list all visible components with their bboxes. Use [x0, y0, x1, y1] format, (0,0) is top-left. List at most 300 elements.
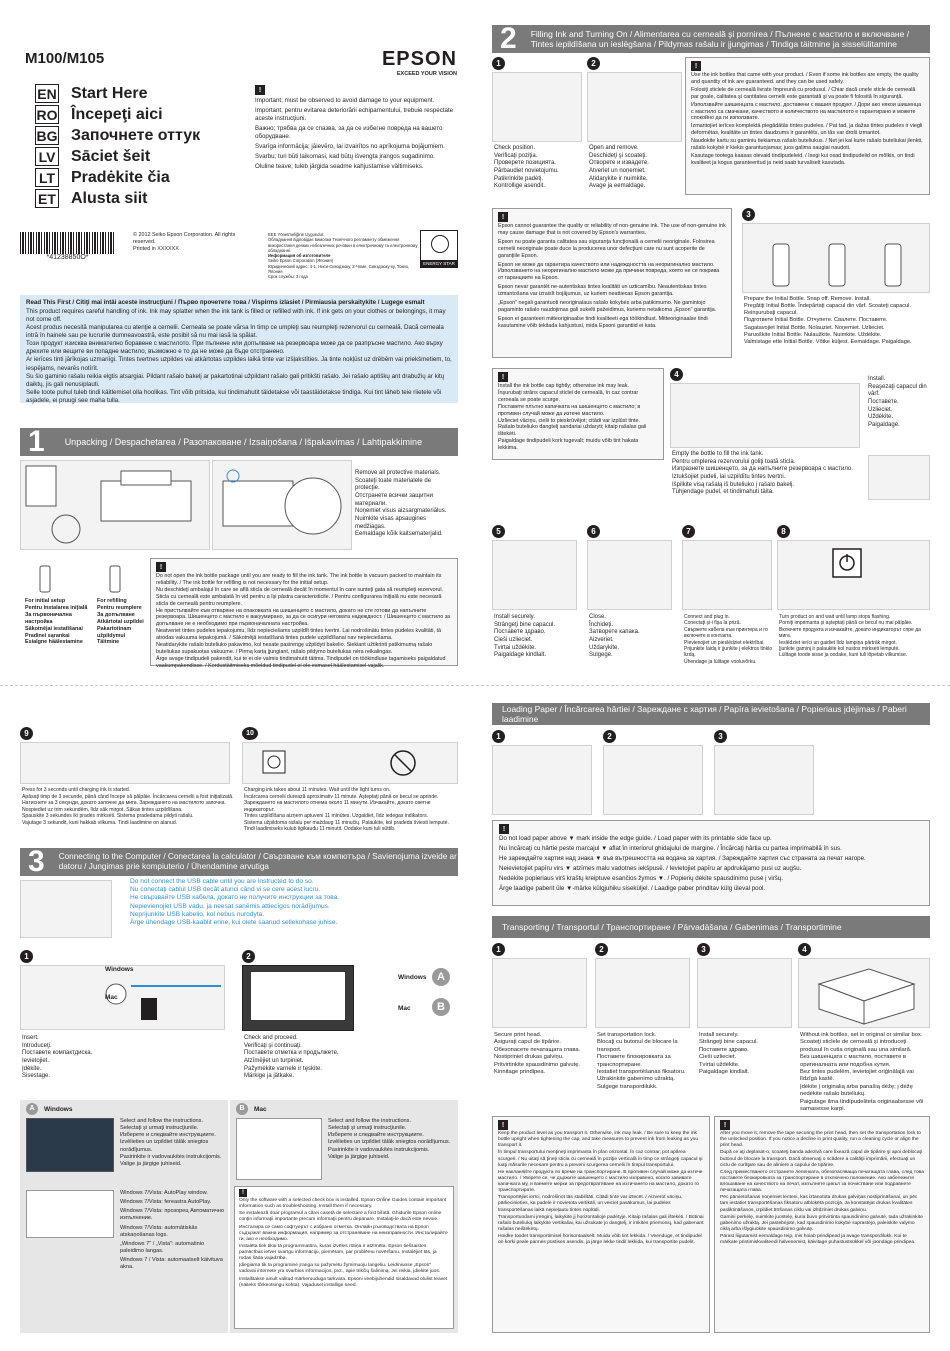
refill-line: For refilling [97, 598, 127, 604]
epson-tagline: EXCEED YOUR VISION [396, 71, 457, 77]
autoplay-screenshot [26, 1190, 114, 1238]
step-line: Insert. [22, 1035, 39, 1041]
note-line: „Epson" negali garantuoti neoriginalaus rašalo kokybės arba patikimumo. Ne gamintojo pagaminto rašalo naudojimas gali sukelti pažeidimus, kuriems netaikoma „Epson" garantija. [498, 300, 717, 313]
step-line: Open and remove. [589, 145, 639, 151]
check-position-illustration [492, 72, 582, 142]
step-line: Tvirtai uždėkite. [494, 644, 537, 651]
note-line: Neatidarykite rašalo buteliuko pakavimo, kol nesate pasirengę užpildyti bakelio. Siekiant užtikrinti patikimumą rašalo buteliukas supakuotas vakuume. / Pirmą kartą įjungiant, rašalo pildymo buteliukas nėra reikalingas. [156, 642, 433, 655]
initial-line: За първоначална настройка [25, 611, 72, 625]
follow-line: Select and follow the instructions. [120, 1118, 204, 1124]
check-proceed-text [244, 1035, 384, 1081]
important-line: Svarbu; turi būti laikomasi, kad būtų išvengta įrangos sugadinimo. [255, 153, 435, 161]
initial-line: Pentru instalarea iniţială [25, 604, 88, 611]
usb-line: Neprijunkite USB kabelio, kol nebus nurodyta. [130, 910, 265, 918]
charging-ink-text [244, 787, 460, 833]
bottle-squeeze-illustration [868, 455, 930, 500]
model-label: M100/M105 [25, 50, 105, 67]
mac-note-line: Installitakse ainult valitud märkeruuduga tarkvara. Epsoni veebijuhendid sisaldavad olulist teavet (näiteks tõrkeotsingu kohta). Vajadusel installige need. [239, 1276, 448, 1288]
lang-row-et [35, 188, 235, 209]
step-line: Turn product on and wait until lamp stops flashing. [779, 614, 891, 620]
step-line: Atidarykite ir nuimkite. [589, 175, 648, 182]
section-2-header [492, 22, 930, 55]
step-badge: 4 [798, 943, 811, 956]
step-line: Изпразнете шишенцето, за да напълните резервоара с мастило. [672, 466, 853, 473]
read-first-line: This product requires careful handling of ink. Ink may splatter when the ink tank is filled or refilled with ink. If ink gets on your clothes or belongings, it may not come off. [26, 308, 446, 324]
step-line: Įjunkite gaminį ir palaukite kol nustos mirksėti lemputė. [779, 645, 900, 652]
step-line: Vajutage 3 sekundit, kuni hakkab vilkuma. Tindi laadimine on alanud. [22, 819, 178, 826]
lang-title: Alusta siit [71, 189, 148, 207]
step-badge: 7 [682, 525, 695, 538]
step-line: Kontrollige asendit. [494, 183, 546, 190]
step-line: Uzlieciet. [868, 406, 893, 413]
note-line: Nu deschideţi ambalajul în care se află sticla de cerneală decât în momentul în care sunteţi gata să reumpleţi rezervorul. Sticla cu cerneală este ambalată în vid pentru a îşi păstra caracteristicile. / Pentru configurarea iniţială nu este necesară sticla de cerneală pentru reumplere. [156, 586, 444, 607]
lang-title: Sāciet šeit [71, 147, 151, 165]
step-badge: 6 [587, 525, 600, 538]
step-line: Pregătiţi Initial Bottle. Îndepărtaţi capacul din vârf. Scoateţi capacul. Reinşurubaţi capacul. [744, 303, 911, 317]
paper-note-line: Nu încărcaţi cu hârtie peste marcajul ▼ aflat în interiorul ghidajului de margine. / Încărcaţi hârtia cu partea imprimabilă în sus. [499, 845, 842, 853]
language-titles [35, 83, 235, 209]
windows-panel [20, 1100, 228, 1333]
paper-step2-illustration [603, 745, 703, 815]
note-line: Înşurubaţi strâns capacul sticlei de cerneală, în caz contrar cerneala se poate scurge. [498, 389, 639, 403]
open-remove-illustration [587, 72, 682, 142]
step-line: Ühendage ja lülitage vooluvõrku. [684, 658, 757, 665]
press-button-text [22, 787, 237, 826]
autoplay-line: Windows 7/Vista: fereastra AutoPlay. [120, 1199, 212, 1206]
transport-note-line: Не накланяйте продукта по време на транспортиране. В противен случай може да изтече мастило. / Уверете се, че държите шишенцето с мастило изправено, когато завивате капачката му, и вземете мерки за предотвратяване на изтичането на мастило, докато го транспортирате. [498, 1169, 703, 1194]
usb-line: Nepievienojiet USB vadu, ja neesat saņēmis attiecīgos norādījumus. [130, 902, 330, 910]
transport-note-line: Gamini perkėlę, nuimkite juostelę, kuria buvo pritvirtinta spausdinimo galvutė, tada užrakinkite gabenimo užraktą. Jei pastebėjote, kad spausdinimo kokybė suprastėjo, paleiskite valymo ciklą arba išlygiuokite spausdinimo galvutę. [720, 1214, 923, 1232]
step-line: Scoateţi sticlele de cerneală şi introduceţi produsul în cutia originală sau una similară. [800, 1039, 912, 1053]
step-line: Atzīmējiet un turpiniet. [244, 1058, 304, 1065]
initial-bottle-illustration [742, 223, 930, 293]
important-legend [255, 85, 455, 172]
connect-power-illustration [682, 540, 772, 610]
transport-step3-illustration [697, 958, 792, 1028]
initial-line: Sākotnējai iestatīšanai [25, 625, 83, 632]
step-line: Поставете компактдиска. [22, 1050, 93, 1057]
empty-bottle-text [672, 451, 872, 497]
follow-line: Изберете и следвайте инструкциите. [328, 1132, 424, 1139]
read-first-line: Този продукт изисква внимателно боравене с мастилото. При пълнене или допълване на резервоара може да се разпръсне мастило. Ако върху дрехите или вещите ви попадне мастило, възможно е то да не може да бъде отстранено. [26, 340, 443, 356]
step-line: Užrakinkite gabenimo užraktą. [597, 1076, 675, 1083]
step-line: Close. [589, 614, 607, 620]
install-cap-text [868, 376, 930, 430]
section-1-title: Unpacking / Despachetarea / Разопаковане / Izsaiņošana / Išpakavimas / Lahtipakkimine [64, 437, 423, 447]
usb-line: Ärge ühendage USB-kaablit enne, kui olete saanud sellekohase juhise. [130, 919, 338, 927]
windows-label-2: Windows [398, 974, 427, 981]
paper-note-line: Ärge laadige paberit üle ▼-märke külgjuhiku siseküljel. / Laadige paber prinditav külg üleval pool. [499, 885, 766, 893]
autoplay-line: Windows 7 / Vista: automaatselt käivituva akna. [120, 1257, 223, 1271]
step-line: Pentru umplerea rezervorului goliţi toată sticla. [672, 458, 796, 465]
step-line: Подгответе Initial Bottle. Отчупете. Свалете. Поставете. [744, 317, 888, 324]
step-line: Porniţi imprimanta şi aşteptaţi până ce becul nu mai pâlpăie. [779, 620, 913, 627]
follow-line: Select and follow the instructions. [328, 1118, 412, 1124]
section-3-header [20, 845, 458, 878]
step-line: Nostipriniet drukas galviņu. [494, 1054, 564, 1061]
loading-paper-note [492, 820, 930, 906]
note-line: Rašalo buteliuko dangtelį sandariai uždaryti; kitaip rašalas gali ištekėti. [498, 424, 647, 438]
copyright-line: Printed in XXXXXX [133, 245, 179, 252]
lang-code: BG [36, 127, 58, 144]
follow-line: Pasirinkite ir vadovaukitės instrukcijomis. [328, 1146, 430, 1153]
step-badge: 3 [714, 730, 727, 743]
transporting-header [492, 916, 930, 938]
note-line: Ärge avage tindipudeli pakendit, kui te ei ole valmis tindimahutit täitma. Tindipudel on töökindluse tagamiseks paigaldatud vaakumpakendisse. / Kordustäitmiseks mõeldud tindipudel ei ole esmasel häälestamisel vajalik. [156, 655, 446, 669]
remove-line: Scoateţi toate materialele de protecţie. [355, 477, 432, 492]
note-line: Kasutage tootega kaasas olevaid tindipudeleid. / Isegi kui osad tindipudelid on mõlkis, on tindi kvaliteet ja kogus garanteeritud ja neid saab turvaliselt kasutada. [691, 152, 915, 166]
install-securely-illustration [492, 540, 577, 610]
mac-note-line: Instalēta tiek tikai tā programmatūra, kuras izvēles rūtiņa ir atzīmēta. Epson tiešsaistes pamācības ietver svarīgu informāciju, piemēram, par problēmu novēršanu. Instalējiet tās, ja rodas šāda vajadzība. [239, 1243, 437, 1262]
initial-bottle-text [744, 296, 932, 346]
step-badge: 1 [492, 730, 505, 743]
eee-line: Информация об изготовителе [268, 253, 331, 258]
option-b-badge: B [432, 998, 450, 1016]
step-line: Without ink bottles, set in original or similar box. [800, 1032, 923, 1038]
insert-cd-illustration [20, 965, 225, 1030]
note-line: Neatveriet tintes pudeles iepakojumu, līdz nepieciešams uzpildīt tintes tvertni. Lai nodrošinātu tintes pudeles kvalitāti, tā atrodas vakuuma iepakojumā. / Sākotnējā iestatīšanā tintes pudele uzpildīšanai nav nepieciešama. [156, 628, 441, 642]
step-line: Install securely. [494, 614, 535, 620]
important-icon: ! [156, 562, 166, 572]
step-line: Sulgege transpordilukk. [597, 1083, 658, 1090]
step-line: Отворете и извадете. [589, 160, 649, 167]
step-line: Cieši uzlieciet. [699, 1054, 737, 1061]
step-badge: 8 [777, 525, 790, 538]
mac-panel-title: Mac [254, 1105, 267, 1113]
step-line: Tvirtai uždėkite. [699, 1061, 740, 1068]
eee-line: Юридический адрес: 4-1, Ниси-Синздзюку, 2-Чоме, Синздзюку-ку, Токио, Япония [268, 263, 410, 274]
mac-note-box [234, 1186, 454, 1329]
step-line: Поставете здраво. [699, 1046, 749, 1053]
step-badge: 5 [492, 525, 505, 538]
connect-power-text [684, 614, 776, 665]
mac-b-badge: B [236, 1103, 248, 1115]
eee-line: EEE Yönetmeliğine Uygundur. [268, 232, 325, 237]
refill-line: За допълване [97, 611, 135, 618]
important-line: Svarīga informācija; jāievēro, lai izvairītos no aprīkojuma bojājumiem. [255, 143, 445, 151]
step-line: Check and proceed. [244, 1035, 298, 1041]
box-icon [799, 959, 931, 1029]
paper-note-line: Neievietojiet papīru virs ▼ atzīmes malu vadotnes iekšpusē. / Ievietojiet papīru ar apdrukājamo pusi uz augšu. [499, 865, 802, 873]
section-2-number: 2 [500, 22, 517, 55]
remove-line: Eemaldage kõik kaitsematerjalid. [355, 531, 443, 538]
step-line: Apăsaţi timp de 3 secunde, până când începe să pâlpâie. Încărcarea cernelii a fost iniţializată. [22, 793, 234, 800]
transport-note-line: Hoidke toodet transportimisel horisontaalselt. Muidu võib tint lekkida. / Veenduge, et tindipudel on korki peale pannes püstises asendis, ja järge lekke tindil lekkida, kui transportite pudelit. [498, 1234, 702, 1246]
step-line: Включете продукта и изчакайте, докато индикаторът спре да мига. [779, 626, 921, 640]
fold-line [0, 675, 950, 699]
transport-note-line: Transportuodami įrenginį, laikykite jį horizontalioje padėtyje. Kitaip rašalas gali ištekėti. / Būtinai rašalo buteliuką laikykite vertikaliai, kai užsukate jo dangtelį, ir imkitės priemonių, kad gabenant rašalas neištekėtų. [498, 1214, 704, 1232]
important-icon: ! [239, 1189, 247, 1197]
step-line: Închideţi. [589, 621, 614, 628]
follow-line: Izvēlieties un izpildiet tālāk sniegtos norādījumus. [120, 1139, 209, 1153]
read-first-line: Acest produs necesită manipularea cu atenţie a cernelii. Cerneala se poate vărsa în timp ce umpleţi sau reumpleţi rezervorul cu cerneală. Dacă cerneala intră în hainele sau pe lucrurile dumneavoastră, este posibil să nu mai iasă la spălat. [26, 324, 444, 340]
energy-star-icon [431, 235, 449, 253]
step-line: Strângeţi bine capacul. [494, 621, 556, 628]
note-line: Naudokite kartu su gaminiu tiekiamus rašalo buteliukus. / Net jei kai kurie rašalo buteliukai įlenkti, rašalo kokybė ir kiekis garantuojamas; juos galima saugiai naudoti. [691, 138, 923, 152]
charging-ink-illustration [242, 742, 458, 784]
mac-note-line: Only the software with a selected check box is installed. Epson Online Guides contain important information such as troubleshooting. Install them if necessary. [239, 1198, 447, 1210]
windows-installer-screenshot [26, 1118, 114, 1172]
windows-panel-header [20, 1100, 228, 1118]
step-line: Sistema užpildoma rašalu per maždaug 11 minučių. Palaukite, kol pradeda šviesti lemputė. [244, 819, 449, 826]
step-line: Įdėkite. [22, 1065, 42, 1072]
close-cover-illustration [587, 540, 672, 610]
step-line: Зареждането на мастилото отнема около 11 минути. Изчакайте, докато светне индикаторът. [244, 800, 431, 813]
step-line: Затворете капака. [589, 629, 640, 636]
lang-row-en [35, 83, 235, 104]
read-first-line: Su šio gaminio rašalu reikia elgtis atsargiai. Pildant rašalo bakelį ar pakartotinai užpildant rašalo gali pritikšti rašalo. Jei rašalo aptiškų ant drabužių ar kitų daiktų, jis gali nenusiplauti. [26, 372, 445, 388]
energy-star-text: ENERGY STAR [421, 260, 457, 267]
transport-step1-text [494, 1032, 589, 1076]
read-first-line: Ar ierīces tinti jārīkojas uzmanīgi. Tintes tvertnes uzpildes vai atkārtotas uzpildes laikā tinte var izšļakstīties. Ja tinte nokļūst uz drēbēm vai priekšmetiem, to, iespējams, nevarēs notīrīt. [26, 356, 452, 372]
refill-line: Pentru reumplere [97, 604, 142, 611]
note-line: Epson nevar garantēt ne-autentiskas tintes kvalitāti un uzticamību. Neautentiskas tintes izmantošana var izraisīt bojājumus, uz kuriem neattiecas Epson garantija. [498, 284, 707, 298]
lang-code: LV [35, 147, 59, 166]
step-line: Atveriet un noņemiet. [589, 168, 646, 175]
eee-line: Срок службы: 3 года [268, 274, 308, 279]
step-badge: 2 [587, 57, 600, 70]
step-badge: 4 [670, 368, 683, 381]
step-line: Pažymėkite varnele ir tęskite. [244, 1065, 323, 1072]
transport-step2-text [597, 1032, 692, 1091]
remove-line: Отстранете всички защитни материали. [355, 493, 433, 507]
step-badge: 1 [20, 950, 33, 963]
follow-line: Изберете и следвайте инструкциите. [120, 1132, 216, 1139]
mac-note-line: Se instalează doar programul a cărei casetă de selectare a fost bifată. Ghidurile Epson online conţin informaţii importante precum informaţii pentru depanare. Instalaţi-le dacă este nevoie. [239, 1211, 442, 1223]
install-securely-text [494, 614, 579, 660]
refill-line: Pakartotinam užpildymui [97, 625, 132, 639]
eee-line: Обладнання відповідає вимогам Технічного регламенту обмеження використання деяких небезпечних речовин в електричному та електронному обладнанні. [268, 237, 418, 253]
step-line: Secure print head. [494, 1032, 542, 1038]
lang-code: LT [35, 168, 59, 187]
step-line: Sagatavojiet Initial Bottle. Nolauziet. Noņemiet. Uzlieciet. [744, 324, 885, 331]
power-on-text [779, 614, 932, 659]
step-line: Проверете позицията. [494, 160, 556, 167]
note-line: Use the ink bottles that came with your product. / Even if some ink bottles are empty, the quality and quantity of ink are guaranteed. and they can be used safely. [691, 72, 919, 85]
power-button-icon [778, 541, 931, 611]
barcode-number: *41238850O* [46, 254, 89, 261]
transport-level-note [492, 1116, 710, 1333]
step-line: Märkige ja jätkake. [244, 1073, 295, 1080]
loading-paper-header [492, 703, 930, 725]
step-line: Без шишенцата с мастило, поставете в оригиналната или подобна кутия. [800, 1054, 907, 1068]
note-line: Do not open the ink bottle package until you are ready to fill the ink tank. The ink bottle is vacuum packed to maintain its reliability. / The ink bottle for refilling is not necessary for the initial setup. [156, 573, 442, 586]
mac-note-line: Инсталира се само софтуерът с избрано отметка. Онлайн ръководствата на Epson съдържат важна информация, например за отстраняване на неизправности. Инсталирайте ги, ако е необходимо. [239, 1224, 448, 1242]
step-badge: 3 [742, 208, 755, 221]
step-line: Поставете. [868, 399, 899, 406]
lang-title: Започнете оттук [71, 126, 201, 144]
step-badge: 10 [242, 727, 258, 740]
mac-follow-text [328, 1118, 453, 1161]
refill-line: Täitmine [97, 639, 120, 646]
step-line: Iestatiet transportēšanas fiksatoru. [597, 1069, 686, 1076]
important-icon: ! [720, 1120, 730, 1130]
note-line: Uzlieciet vāciņu, cieši to pieskrūvējot; citādi var izplūst tinte. [498, 417, 641, 424]
mac-panel-header [230, 1100, 458, 1118]
remove-line: Nuimkite visas apsaugines medžiagas. [355, 516, 427, 530]
transport-after-note [714, 1116, 930, 1333]
insert-text [22, 1035, 142, 1081]
important-icon: ! [691, 61, 701, 71]
remove-line: Remove all protective materials. [355, 470, 441, 476]
printer-open-icon [213, 461, 353, 551]
note-line: Epson nu poate garanta calitatea sau siguranţa funcţională a cernelii neoriginale. Folosirea cernelii neoriginale poate duce la producerea unor defecţiuni care nu sunt acoperite de garanţiile Epson. [498, 238, 715, 259]
mac-label-1: Mac [105, 994, 118, 1001]
step-line: Nospiediet uz trim sekundēm, līdz sāk mirgot. Sākas tintes uzpildīšana. [22, 806, 183, 813]
follow-line: Selectaţi şi urmaţi instrucţiunile. [120, 1125, 199, 1132]
step-line: Свържете кабела към принтера и го включете в контакта. [684, 626, 768, 640]
follow-line: Valige ja järgige juhiseid. [328, 1153, 390, 1160]
lang-row-bg [35, 125, 235, 146]
important-line: Important; must be observed to avoid damage to your equipment. [255, 97, 435, 104]
usb-line: Nu conectaţi cablul USB decât atunci când vi se cere acest lucru. [130, 886, 321, 894]
step-line: Lülitage toode sisse ja oodake, kuni tuli lõpetab vilkumise. [779, 652, 908, 659]
note-line: Използвайте шишенцата с мастило, доставени с вашия продукт. / Дори ако някои шишенца с мастило са смачкани, качеството и количеството на мастилото е гарантирано и можете спокойно да ги използвате. [691, 101, 922, 122]
step-badge: 2 [595, 943, 608, 956]
step-line: Strângeţi bine capacul. [699, 1039, 758, 1046]
step-line: Install. [868, 376, 886, 382]
step-line: Paigaldage kindlalt. [494, 652, 547, 659]
step-badge: 1 [492, 57, 505, 70]
transport-note-line: Pēc pārvietošanas noņemiet lenteni, kas iztanotota drukas galviņas nostiprināšanai, un pēc tam iestatiet transportēšanas fiksatoru atbloķētā pozīcijā. Ja konstatējat drukas kvalitātes pasliktināšanos, izpildiet tīrīšanas ciklu vai izlīdziniet drukas galviņu. [720, 1195, 918, 1213]
step-line: Paigaldage kindlalt. [699, 1069, 750, 1076]
step-line: Prijunkite laidą ir įjunkite į elektros tinklo lizdą. [684, 645, 773, 659]
transport-step1-illustration [492, 958, 587, 1028]
step-line: Blocaţi cu butonul de blocare la transport. [597, 1039, 678, 1053]
step-line: Prepare the Initial Bottle. Snap off. Remove. Install. [744, 296, 871, 302]
barcode [20, 232, 115, 261]
eee-line: Seiko Epson Corporation (Япония) [268, 258, 334, 264]
power-on-illustration [777, 540, 930, 610]
autoplay-line: Windows 7/Vista: прозорец Автоматично изпълнение. [120, 1208, 224, 1222]
fill-tank-illustration [670, 383, 860, 448]
important-line: Important; pentru evitarea deteriorării echipamentului, trebuie respectate aceste instrucţiuni. [255, 107, 454, 123]
follow-line: Valige ja järgige juhiseid. [120, 1160, 182, 1167]
mac-note-line: Įdiegiama tik ta programinė įranga su pažymėtu žymimuoju langeliu. Leidiniuose „Epson" vadovai internete yra svarbios informacijos, pvz., apie trikčių šalinimą. Jei reikia, įdiekite juos. [239, 1263, 441, 1275]
step-line: Introduceţi. [22, 1042, 52, 1049]
transport-note-line: След преместването отстранете лепенката, обезопасяваща печатащата глава, след това поставете блокировката за транспортиране в отключено положение. Ако забележите влошаване на качеството на печат, изпълнете цикъл за почистване или подравнете печатащата глава. [720, 1169, 924, 1194]
option-a-badge: A [432, 968, 450, 986]
windows-a-badge: A [26, 1103, 38, 1115]
step-line: Empty the bottle to fill the ink tank. [672, 451, 764, 457]
step-line: Pārbaudiet novietojumu. [494, 168, 559, 175]
step-line: Iztukšojiet pudeli, lai uzpildītu tintes tvertni. [672, 474, 786, 481]
step-line: Deschideţi şi scoateţi. [589, 152, 648, 159]
step-badge: 1 [492, 943, 505, 956]
transport-step4-illustration [798, 958, 930, 1028]
lang-code: RO [36, 106, 58, 123]
barcode-bars [20, 232, 115, 254]
important-icon: ! [498, 212, 508, 222]
copyright [133, 232, 258, 253]
initial-line: Pradinei sąrankai [25, 632, 70, 639]
refill-line: Atkārtotai uzpildei [97, 618, 144, 625]
step-line: Asiguraţi capul de tipărire. [494, 1039, 562, 1046]
read-first-title: Read This First / Citiţi mai întâi aceste instrucţiuni / Първо прочетете това / Vispirms izlasiet / Pirmiausia perskaitykite / Lugege esmalt [26, 299, 425, 306]
step-line: Cieši uzlieciet. [494, 637, 533, 644]
follow-line: Selectaţi şi urmaţi instrucţiunile. [328, 1125, 407, 1132]
note-line: Install the ink bottle cap tightly; otherwise ink may leak. [498, 383, 629, 389]
energy-star-logo [420, 230, 458, 268]
bottle-cap-note [492, 368, 664, 460]
read-first-box [20, 295, 458, 403]
step-line: Tindi laadimiseks kulub ligikaudu 11 minutit. Oodake kuni tuli süttib. [244, 826, 396, 833]
usb-line: Не свързвайте USB кабела, докато не получите инструкции за това. [130, 894, 340, 902]
remove-materials-illustration [212, 460, 352, 550]
section-2-title: Filling Ink and Turning On / Alimentarea cu cerneală şi pornirea / Пълнене с мастило и включване / Tintes iepildīšana un ieslēgšana / Pildymas rašalu ir įjungimas / Tindiga täitmine ja sisselülitamine [530, 28, 910, 49]
mac-label-2: Mac [398, 1005, 411, 1012]
transport-note-line: Keep the product level as you transport it. Otherwise, ink may leak. / Be sure to keep the ink bottle upright when tightening the cap, and take measures to prevent ink from leaking as you transport it. [498, 1131, 699, 1149]
step-line: Tintes uzpildīšana aizņem aptuveni 11 minūtes. Uzgaidiet, līdz iedegas indikators. [244, 813, 429, 820]
autoplay-text [120, 1190, 225, 1272]
important-icon: ! [255, 85, 265, 95]
usb-illustration [20, 880, 112, 938]
step-badge: 2 [603, 730, 616, 743]
transport-note-line: Pärast liigutamist eemaldage teip, mis hoiab prindipead ja avage transpordilukk. Kui te märkate printimiskvaliteedi halvenemist, käivitage puhastustsükkel või joondage prindipea. [720, 1234, 916, 1246]
step-line: Paigaldage. [868, 422, 900, 429]
step-line: Aizveriet. [589, 637, 614, 644]
transport-note-line: Transportējiet ierīci, nodrošinot tās stabilitāti. Citādi tinte var iztecēt. / Aizverot vāciņu, pārliecinieties, ka pudele ir novietota vertikāli, un veiciet pasākumus, lai pudeles transportēšanas laikā nepieļautu tintes noplūdi. [498, 1195, 683, 1213]
important-icon: ! [498, 1120, 508, 1130]
note-line: Epson cannot guarantee the quality or reliability of non-genuine ink. The use of non-genuine ink may cause damage that is not covered by Epson's warranties. [498, 223, 726, 236]
step-line: Install securely. [699, 1032, 739, 1038]
step-line: Uždarykite. [589, 644, 620, 651]
genuine-ink-note [492, 208, 732, 358]
step-line: Check position. [494, 145, 536, 151]
press-button-illustration [20, 742, 230, 784]
section-3-number: 3 [28, 845, 45, 878]
check-position-text [494, 145, 584, 191]
step-line: Обезопасете печатащата глава. [494, 1046, 581, 1053]
step-line: Încărcarea cernelii durează aproximativ 11 minute. Aşteptaţi până ce becul se aprinde. [244, 793, 439, 800]
refilling-label [97, 598, 157, 646]
important-line: Важно; трябва да се спазва, за да се избегне повреда на вашето оборудване. [255, 125, 443, 141]
step-line: Поставете отметка и продължете. [244, 1050, 339, 1057]
mac-panel [230, 1100, 458, 1333]
initial-line: Esialgne häälestamine [25, 639, 83, 646]
transporting-title: Transporting / Transportul / Транспортиране / Pārvadāšana / Gabenimas / Transportimine [502, 922, 842, 932]
step-line: Connect and plug in. [684, 614, 730, 620]
step-line: Kinnitage prindipea. [494, 1069, 546, 1076]
note-line: Izmantojiet ierīces komplektā piegādātās tintes pudeles. / Pat tad, ja dažas tintes pudeles ir viegli deformētas, kvalitāte un tintes daudzums ir garantēts, un tās var droši izmantot. [691, 123, 923, 137]
eee-info [268, 232, 418, 279]
step-line: Поставете блокировката за транспортиране. [597, 1054, 671, 1068]
lang-row-ro [35, 104, 235, 125]
autoplay-line: Windows 7/Vista: AutoPlay window. [120, 1190, 208, 1196]
important-line: Oluline teave; tuleb järgida seadme kahjustamise vältimiseks. [255, 163, 424, 171]
transport-step2-illustration [595, 958, 690, 1028]
transport-note-line: După ce aţi deplasat-o, scoateţi banda adezivă care fixează capul de tipărire şi apoi deblocaţi butonul de blocare la transport. Dacă observaţi o scădere a calităţii imprimării, efectuaţi un ciclu de curăţare sau de aliniere a capului de tipărire. [720, 1150, 922, 1168]
step-line: Bez tintes pudelēm, ievietojiet oriģinālajā vai līdzīgā kastē. [800, 1069, 914, 1083]
step-line: Verificaţi şi continuaţi. [244, 1042, 302, 1049]
step-line: Išpilkite visą rašalą iš buteliuko į rašalo bakelį. [672, 481, 795, 488]
ink-package-note [150, 558, 458, 669]
unpacking-illustration [20, 460, 210, 550]
section-3-title: Connecting to the Computer / Conectarea la calculator / Свързване към компютъра / Savienojuma izveide ar datoru / Jungimas prie kompiuterio / Ühendamine arvutiga [58, 852, 457, 871]
step-line: Paigutage ilma tindipudeliteta originaalsesse või samasesse karpi. [800, 1098, 924, 1113]
dialog-body [251, 972, 345, 1020]
lang-code: EN [35, 84, 59, 103]
transport-step3-text [699, 1032, 794, 1076]
lang-code: ET [35, 189, 59, 208]
initial-line: For initial setup [25, 598, 66, 604]
step-line: Spauskite 3 sekundes iki pradės mirksėti. Sistema pradedama pildyti rašalu. [22, 813, 194, 820]
open-remove-text [589, 145, 684, 191]
transport-step4-text [800, 1032, 930, 1113]
note-line: Folosiţi sticlele de cerneală livrate împreună cu produsul. / Chiar dacă unele sticle de cerneală par goale, calitatea şi cantitatea cernelii este garantată şi va poate fi folosită în siguranţă. [691, 86, 916, 100]
lang-row-lv [35, 146, 235, 167]
copyright-line: © 2012 Seiko Epson Corporation. All rights reserved. [133, 232, 236, 245]
